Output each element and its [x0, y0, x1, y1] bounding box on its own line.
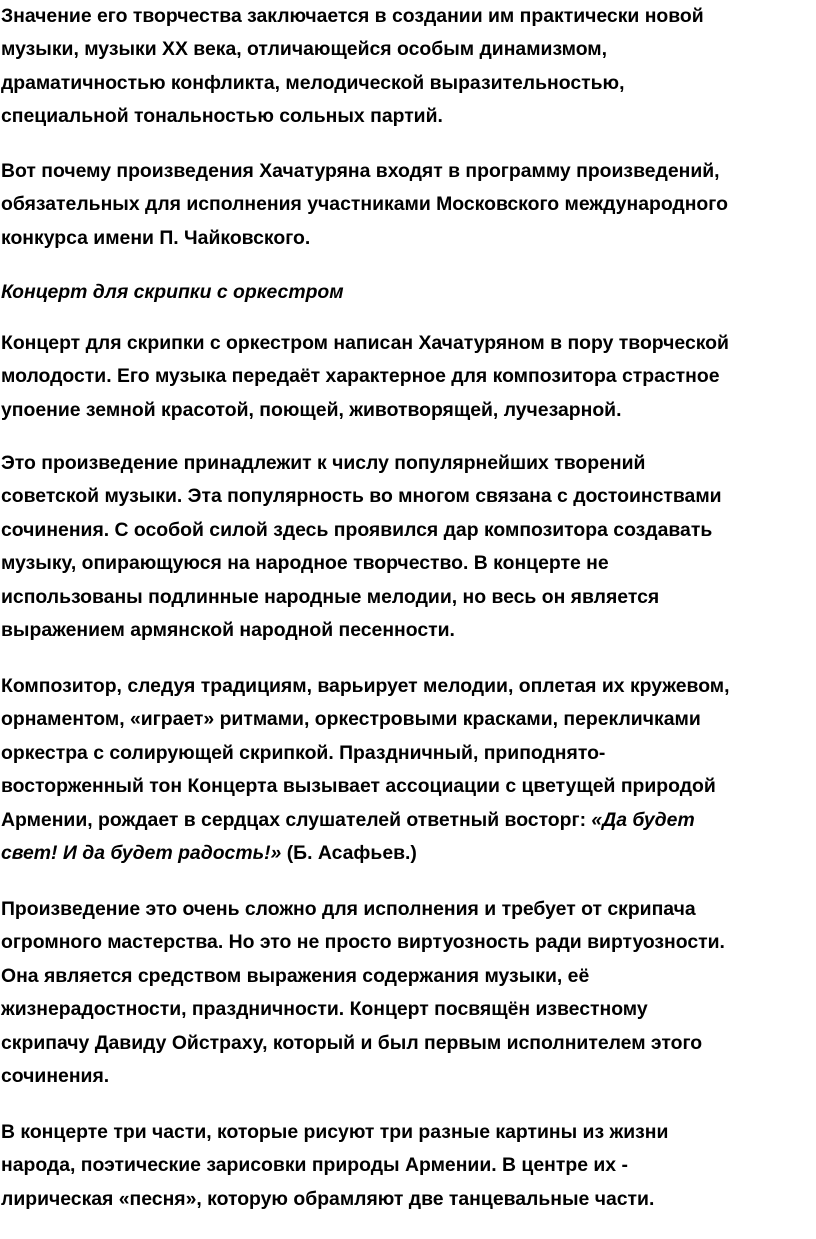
paragraph-competition [1, 155, 728, 255]
paragraph-significance [1, 0, 704, 134]
text-line: упоение земной красотой, поющей, животворящей, лучезарной. [1, 398, 622, 421]
text-line: лирическая «песня», которую обрамляют две танцевальные части. [1, 1187, 655, 1210]
text-line: музыки, музыки XX века, отличающейся особым динамизмом, [1, 38, 608, 61]
text-line: Композитор, следуя традициям, варьирует мелодии, оплетая их кружевом, [1, 675, 730, 697]
text-line: орнаментом, «играет» ритмами, оркестровыми красками, перекличками [1, 708, 701, 731]
text-line: специальной тональностью сольных партий. [1, 105, 443, 128]
citation-fragment: (Б. Асафьев.) [281, 842, 417, 865]
text-line: оркестра с солирующей скрипкой. Праздничный, приподнято- [1, 741, 606, 764]
paragraph-composer-traditions [1, 670, 730, 870]
text-line: драматичностью конфликта, мелодической выразительностью, [1, 71, 625, 94]
text-line: Значение его творчества заключается в создании им практически новой [1, 5, 704, 27]
text-fragment: Армении, рождает в сердцах слушателей ответный восторг: [1, 808, 592, 831]
text-line: огромного мастерства. Но это не просто виртуозность ради виртуозности. [1, 931, 725, 954]
text-line: Концерт для скрипки с оркестром написан Хачатуряном в пору творческой [1, 332, 729, 354]
paragraph-difficulty [1, 893, 725, 1093]
text-line-mixed [1, 837, 730, 870]
text-line: скрипачу Давиду Ойстраху, который и был первым исполнителем этого [1, 1031, 703, 1054]
text-line: советской музыки. Эта популярность во многом связана с достоинствами [1, 485, 722, 508]
paragraph-concerto-intro [1, 327, 729, 427]
text-line: Произведение это очень сложно для исполнения и требует от скрипача [1, 898, 696, 920]
section-heading: Концерт для скрипки с оркестром [1, 281, 344, 303]
text-line: Это произведение принадлежит к числу популярнейших творений [1, 452, 646, 474]
text-line-mixed [1, 804, 730, 837]
quote-fragment: «Да будет [591, 808, 695, 831]
text-line: восторженный тон Концерта вызывает ассоциации с цветущей природой [1, 775, 716, 798]
quote-fragment: свет! И да будет радость!» [1, 842, 282, 865]
text-line: выражением армянской народной песенности. [1, 619, 455, 642]
text-line: Она является средством выражения содержания музыки, её [1, 964, 590, 987]
text-line: жизнерадостности, праздничности. Концерт посвящён известному [1, 998, 648, 1021]
text-line: музыку, опирающуюся на народное творчество. В концерте не [1, 552, 609, 575]
text-line: сочинения. [1, 1065, 110, 1088]
paragraph-popularity [1, 447, 722, 647]
text-line: Вот почему произведения Хачатуряна входят в программу произведений, [1, 160, 720, 182]
text-line: конкурса имени П. Чайковского. [1, 226, 311, 249]
text-line: использованы подлинные народные мелодии, но весь он является [1, 585, 660, 608]
text-line: сочинения. С особой силой здесь проявился дар композитора создавать [1, 518, 713, 541]
text-line: обязательных для исполнения участниками Московского международного [1, 193, 728, 216]
text-line: народа, поэтические зарисовки природы Армении. В центре их - [1, 1154, 628, 1177]
text-line: В концерте три части, которые рисуют три разные картины из жизни [1, 1121, 669, 1143]
text-line: молодости. Его музыка передаёт характерное для композитора страстное [1, 365, 720, 388]
paragraph-three-parts [1, 1116, 668, 1216]
